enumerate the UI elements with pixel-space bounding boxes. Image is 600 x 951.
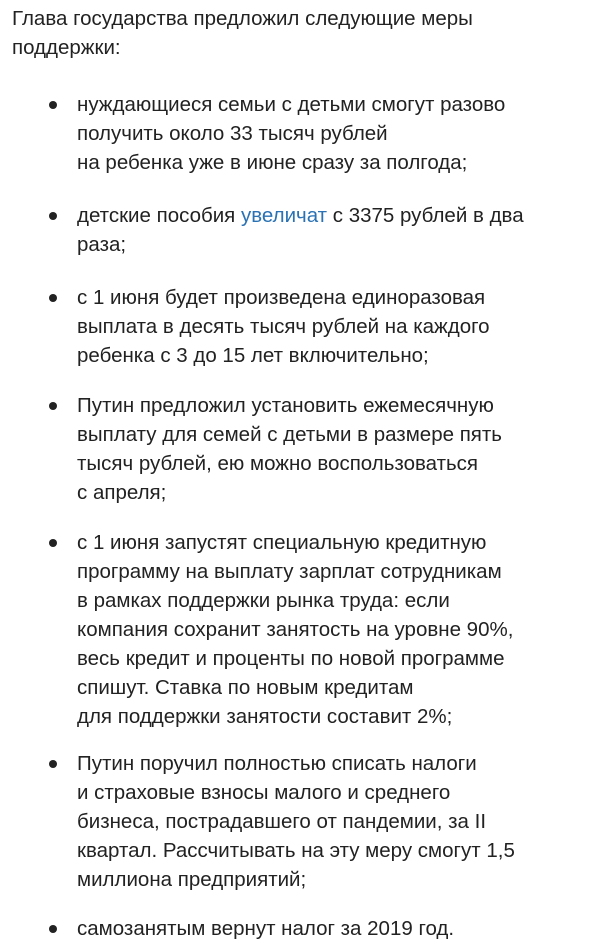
text-line: миллиона предприятий; [77,868,307,891]
increase-link[interactable]: увеличат [240,204,328,227]
text-line: весь кредит и проценты по новой программе [77,647,505,670]
text-line: для поддержки занятости составит 2%; [77,705,453,728]
intro-paragraph [12,4,572,62]
text-line: выплата в десять тысяч рублей на каждого [77,315,490,338]
list-item-text [77,90,582,177]
bullet-dot [49,212,57,220]
text-line: с апреля; [77,481,167,504]
text-line: и страховые взносы малого и среднего [77,781,451,804]
list-item-text [77,201,582,259]
text-line: Путин поручил полностью списать налоги [77,752,477,775]
text-line: компания сохранит занятость на уровне 90%, [77,618,514,641]
text-line: получить около 33 тысяч рублей [77,122,388,145]
list-item-text [77,749,582,894]
bullet-dot [49,760,57,768]
bullet-dot [49,925,57,933]
text-before-link: детские пособия [77,204,241,227]
text-line: в рамках поддержки рынка труда: если [77,589,450,612]
text-line: программу на выплату зарплат сотрудникам [77,560,502,583]
intro-line: поддержки: [12,36,121,59]
bullet-dot [49,294,57,302]
text-line: квартал. Рассчитывать на эту меру смогут 1,5 [77,839,515,862]
text-line: с 1 июня запустят специальную кредитную [77,531,487,554]
list-item-text [77,914,582,943]
text-line: на ребенка уже в июне сразу за полгода; [77,151,468,174]
text-line: с 1 июня будет произведена единоразовая [77,286,486,309]
text-line: спишут. Ставка по новым кредитам [77,676,414,699]
bullet-dot [49,402,57,410]
text-line: тысяч рублей, ею можно воспользоваться [77,452,479,475]
text-line [77,201,582,230]
text-line: бизнеса, пострадавшего от пандемии, за II [77,810,487,833]
list-item-text [77,391,582,507]
intro-line: Глава государства предложил следующие меры [12,7,473,30]
bullet-dot [49,539,57,547]
text-line: раза; [77,233,127,256]
text-line: ребенка с 3 до 15 лет включительно; [77,344,429,367]
text-line: Путин предложил установить ежемесячную [77,394,494,417]
text-line: нуждающиеся семьи с детьми смогут разово [77,93,506,116]
bullet-dot [49,101,57,109]
list-item-text [77,283,582,370]
list-item-text [77,528,582,731]
text-line: самозанятым вернут налог за 2019 год. [77,917,455,940]
text-after-link: с 3375 рублей в два [327,204,524,227]
text-line: выплату для семей с детьми в размере пять [77,423,502,446]
